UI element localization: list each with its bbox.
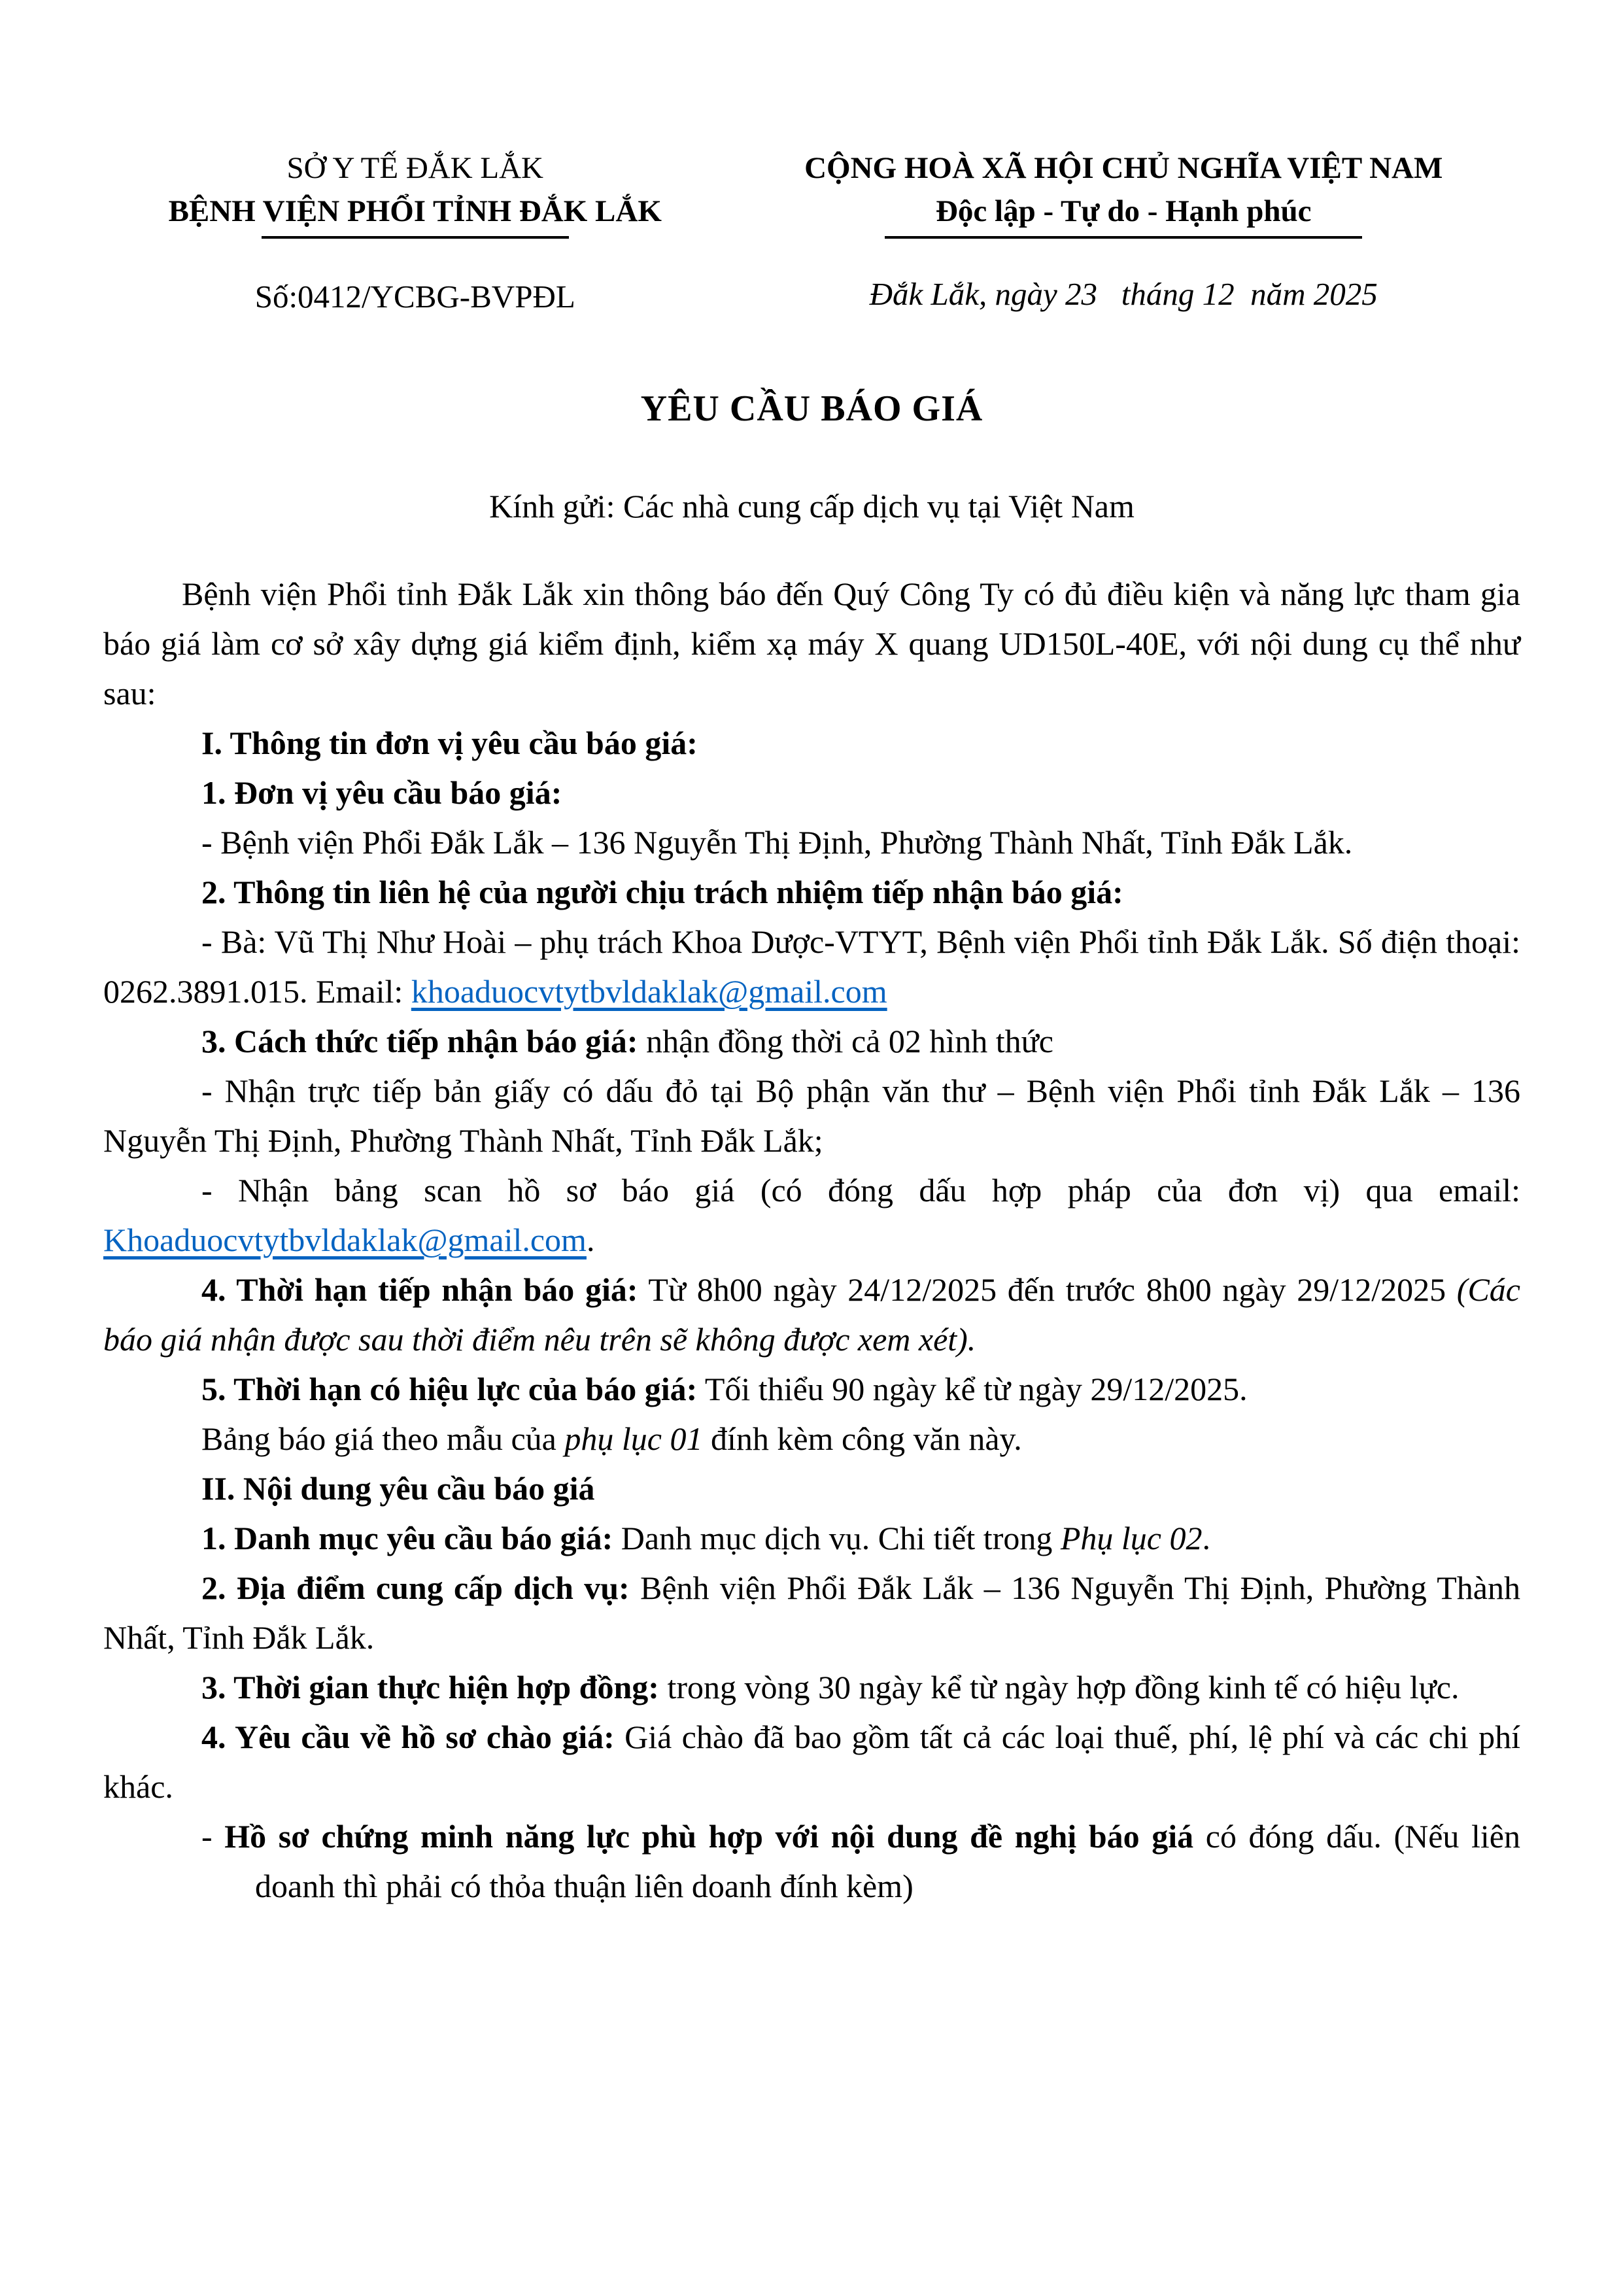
item-1-3-heading (103, 1016, 1520, 1066)
item-2-2-heading-bold: 2. Địa điểm cung cấp dịch vụ: (201, 1569, 630, 1607)
email-link-1[interactable]: khoaduocvtytbvldaklak@gmail.com (411, 973, 887, 1010)
dateline: Đắk Lắk, ngày 23 tháng 12 năm 2025 (869, 275, 1378, 312)
section-2-heading: II. Nội dung yêu cầu báo giá (201, 1470, 595, 1507)
capability-bullet-bold: Hồ sơ chứng minh năng lực phù hợp với nội dung đề nghị báo giá (224, 1818, 1194, 1855)
issuer-block (103, 147, 726, 321)
item-1-4-heading-bold: 4. Thời hạn tiếp nhận báo giá: (201, 1271, 638, 1309)
appendix-note (103, 1414, 1520, 1464)
appendix-pre: Bảng báo giá theo mẫu của (201, 1420, 565, 1458)
item-1-5-heading-bold: 5. Thời hạn có hiệu lực của báo giá: (201, 1371, 698, 1408)
national-motto: Độc lập - Tự do - Hạnh phúc (935, 194, 1312, 228)
bullet-dash: - (201, 1818, 225, 1855)
document-header (103, 147, 1520, 321)
section-1-heading: I. Thông tin đơn vị yêu cầu báo giá: (201, 725, 698, 762)
item-2-2 (103, 1563, 1520, 1662)
item-1-4-text: Từ 8h00 ngày 24/12/2025 đến trước 8h00 ngày 29/12/2025 (638, 1271, 1457, 1309)
item-1-2-text (103, 917, 1520, 1016)
item-1-3-bullet-2 (103, 1165, 1520, 1265)
salutation: Kính gửi: Các nhà cung cấp dịch vụ tại Việt Nam (489, 488, 1135, 525)
intro-paragraph: Bệnh viện Phổi tỉnh Đắk Lắk xin thông báo đến Quý Công Ty có đủ điều kiện và năng lực tham gia báo giá làm cơ sở xây dựng giá kiểm định, kiểm xạ máy X quang UD150L-40E, với nội dung cụ thể như sau: (103, 575, 1520, 712)
national-title: CỘNG HOÀ XÃ HỘI CHỦ NGHĨA VIỆT NAM (804, 151, 1443, 185)
item-1-1-heading: 1. Đơn vị yêu cầu báo giá: (201, 774, 562, 812)
issuer-parent-org: SỞ Y TẾ ĐẮK LẮK (286, 151, 543, 185)
item-2-1-ref: Phụ lục 02 (1060, 1520, 1203, 1557)
document-body (103, 569, 1520, 1911)
item-2-1-text: Danh mục dịch vụ. Chi tiết trong (613, 1520, 1061, 1557)
item-2-3-text: trong vòng 30 ngày kể từ ngày hợp đồng kinh tế có hiệu lực. (658, 1669, 1460, 1706)
email-link-2[interactable]: Khoaduocvtytbvldaklak@gmail.com (103, 1222, 587, 1259)
scan-text-end: . (586, 1222, 595, 1259)
item-2-1-post: . (1202, 1520, 1210, 1557)
item-2-3-heading-bold: 3. Thời gian thực hiện hợp đồng: (201, 1669, 659, 1706)
item-2-4-heading-bold: 4. Yêu cầu về hồ sơ chào giá: (201, 1719, 615, 1756)
item-1-2-heading: 2. Thông tin liên hệ của người chịu trách nhiệm tiếp nhận báo giá: (201, 874, 1123, 911)
item-2-1-heading-bold: 1. Danh mục yêu cầu báo giá: (201, 1520, 613, 1557)
national-block (726, 147, 1520, 321)
item-1-4 (103, 1265, 1520, 1364)
item-1-3-heading-rest: nhận đồng thời cả 02 hình thức (638, 1023, 1053, 1060)
appendix-post: đính kèm công văn này. (702, 1420, 1022, 1458)
item-1-1-text: - Bệnh viện Phổi Đắk Lắk – 136 Nguyễn Thị Định, Phường Thành Nhất, Tỉnh Đắk Lắk. (201, 824, 1353, 861)
capability-bullet (103, 1811, 1520, 1911)
item-1-5 (103, 1364, 1520, 1414)
capability-bullet-rest: có đóng dấu. (Nếu liên doanh thì phải có thỏa thuận liên doanh đính kèm) (255, 1818, 1520, 1905)
motto-underline (885, 236, 1362, 239)
item-2-4 (103, 1712, 1520, 1811)
item-1-3-bullet-1: - Nhận trực tiếp bản giấy có dấu đỏ tại Bộ phận văn thư – Bệnh viện Phổi tỉnh Đắk Lắk – 136 Nguyễn Thị Định, Phường Thành Nhất, Tỉnh Đắk Lắk; (103, 1072, 1520, 1159)
item-2-3 (103, 1662, 1520, 1712)
item-2-1 (103, 1513, 1520, 1563)
contact-text: - Bà: Vũ Thị Như Hoài – phụ trách Khoa Dược-VTYT, Bệnh viện Phổi tỉnh Đắk Lắk. Số điện thoại: 0262.3891.015. Email: (103, 923, 1520, 1010)
item-2-2-text: Bệnh viện Phổi Đắk Lắk – 136 Nguyễn Thị Định, Phường Thành Nhất, Tỉnh Đắk Lắk. (103, 1569, 1520, 1656)
item-1-3-heading-bold: 3. Cách thức tiếp nhận báo giá: (201, 1023, 638, 1060)
issuer-underline (262, 236, 569, 239)
scan-text: - Nhận bảng scan hồ sơ báo giá (có đóng dấu hợp pháp của đơn vị) qua email: (201, 1172, 1520, 1209)
appendix-ref: phụ lục 01 (564, 1420, 703, 1458)
issuer-org-name: BỆNH VIỆN PHỔI TỈNH ĐẮK LẮK (168, 194, 662, 228)
item-1-4-note: (Các báo giá nhận được sau thời điểm nêu trên sẽ không được xem xét). (103, 1271, 1520, 1358)
item-1-5-text: Tối thiểu 90 ngày kể từ ngày 29/12/2025. (697, 1371, 1248, 1408)
doc-number: Số:0412/YCBG-BVPĐL (254, 278, 575, 315)
item-2-4-text: Giá chào đã bao gồm tất cả các loại thuế, phí, lệ phí và các chi phí khác. (103, 1719, 1520, 1806)
document-title: YÊU CẦU BÁO GIÁ (640, 388, 983, 430)
